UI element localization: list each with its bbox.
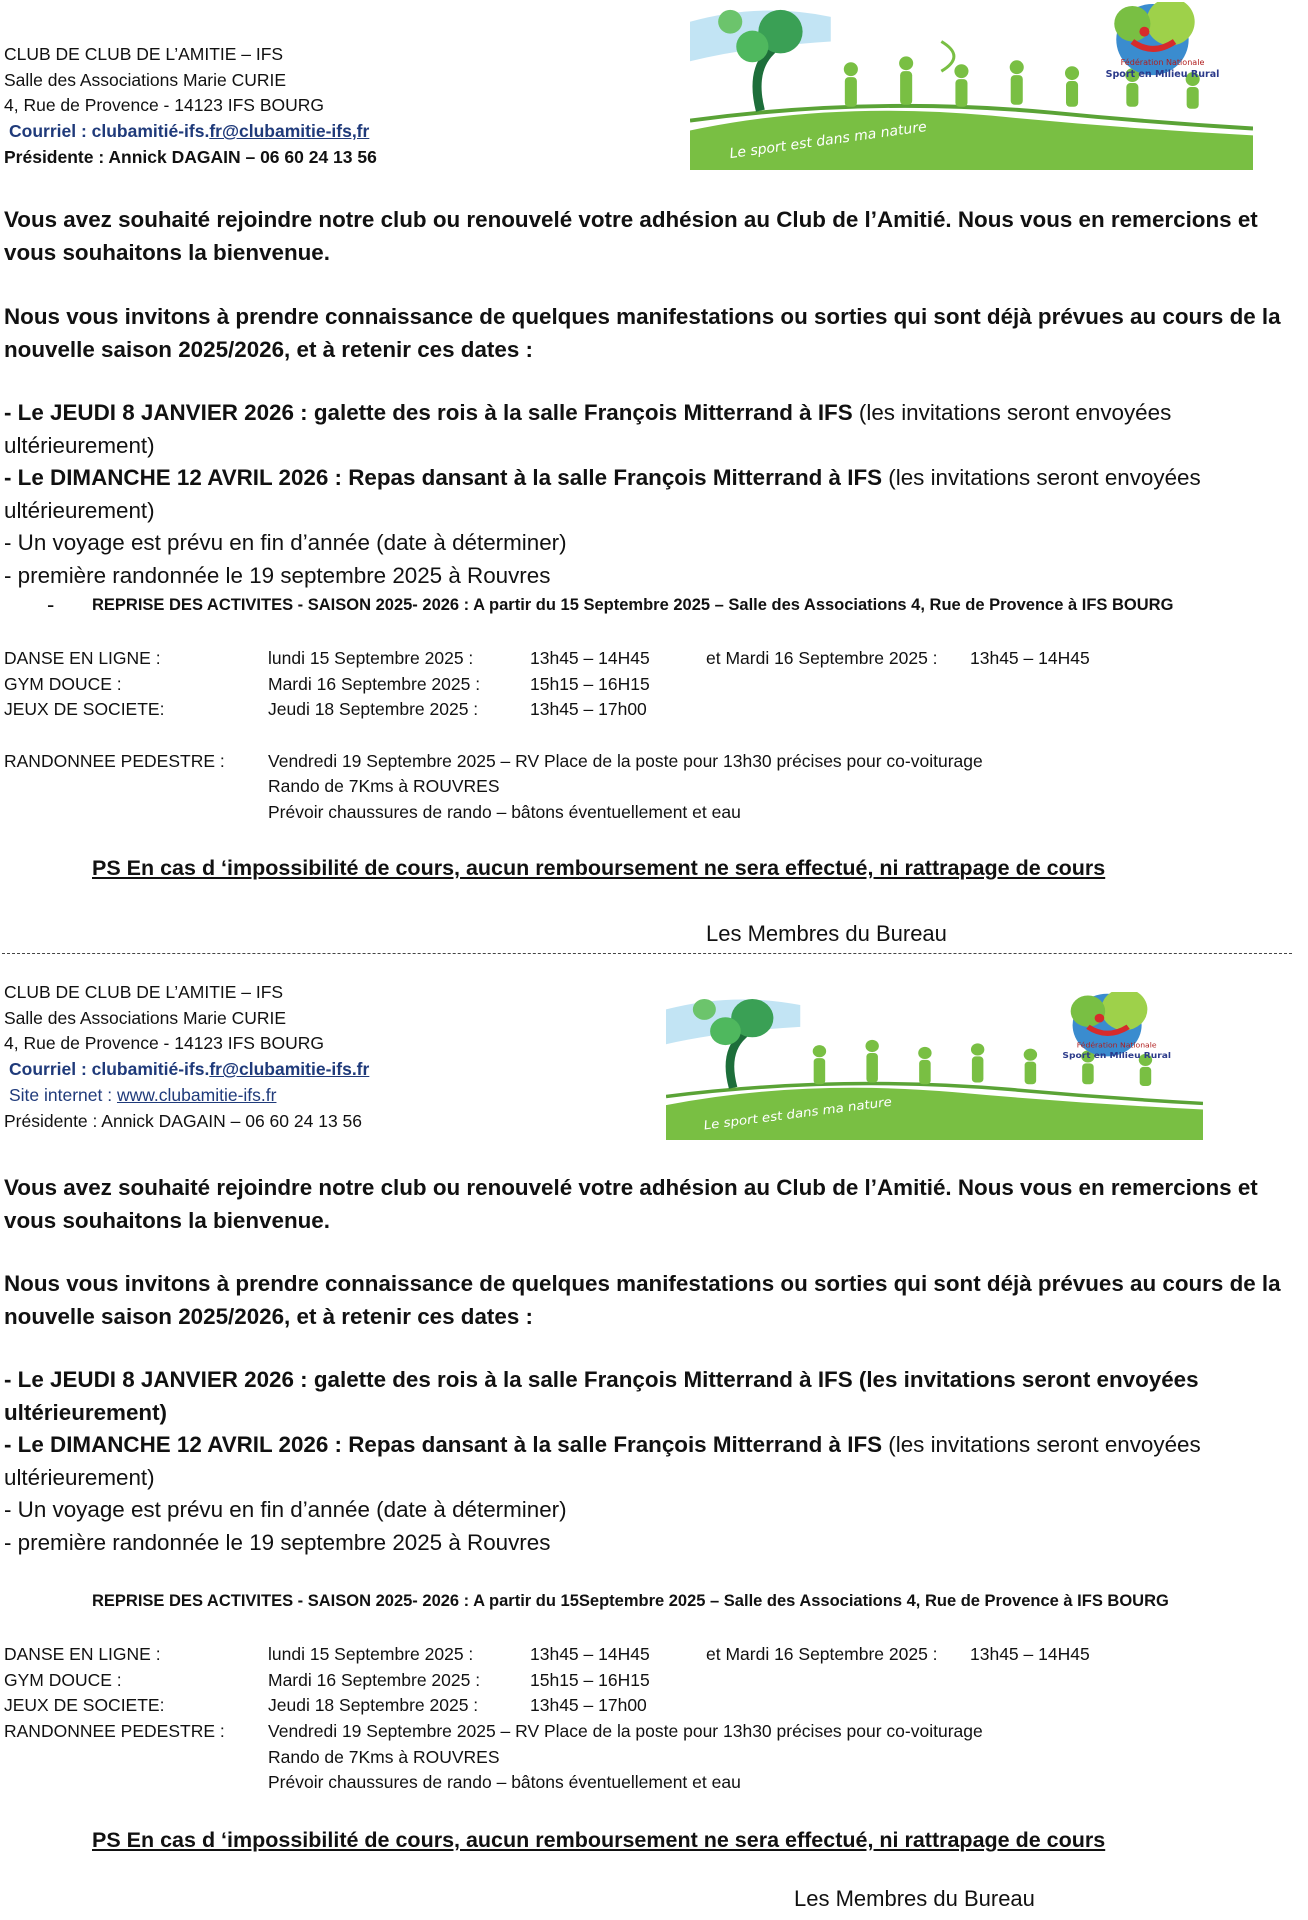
rando-line: Vendredi 19 Septembre 2025 – RV Place de la poste pour 13h30 précises pour co-voiturage: [268, 750, 983, 771]
rando-line: Prévoir chaussures de rando – bâtons éventuellement et eau: [268, 1772, 741, 1793]
activity-label: RANDONNEE PEDESTRE :: [4, 750, 225, 771]
event-repas-note: (les invitations seront envoyées ultérieurement): [4, 465, 1201, 523]
activity-day-2: et Mardi 16 Septembre 2025 :: [706, 1644, 938, 1664]
events-list: [4, 397, 1294, 592]
event-galette: [4, 1364, 1294, 1429]
activity-time: 13h45 – 17h00: [530, 1695, 647, 1716]
event-voyage: - Un voyage est prévu en fin d’année (date à déterminer): [4, 1497, 567, 1522]
welcome-paragraph: Vous avez souhaité rejoindre notre club ou renouvelé votre adhésion au Club de l’Amitié. Nous vous en remercions et vous souhaitons la bienvenue.: [4, 207, 1258, 265]
signature: Les Membres du Bureau: [706, 921, 947, 946]
activity-time: 15h15 – 16H15: [530, 1669, 650, 1690]
invite-paragraph: Nous vous invitons à prendre connaissance de quelques manifestations ou sorties qui sont déjà prévues au cours de la nouvelle saison 2025/2026, et à retenir ces dates :: [4, 1271, 1281, 1329]
event-repas-note: (les invitations seront envoyées ultérieurement): [4, 1432, 1201, 1490]
event-voyage: - Un voyage est prévu en fin d’année (date à déterminer): [4, 530, 567, 555]
event-galette-title: - Le JEUDI 8 JANVIER 2026 : galette des rois à la salle François Mitterrand à IFS (les invitations seront envoyées ultérieurement): [4, 1367, 1199, 1425]
club-header: [4, 980, 369, 1134]
activity-day: lundi 15 Septembre 2025 :: [268, 1644, 474, 1664]
logo-slogan: Le sport est dans ma nature: [728, 119, 928, 163]
signature: Les Membres du Bureau: [794, 1886, 1035, 1911]
club-name: CLUB DE CLUB DE L’AMITIE – IFS: [4, 982, 284, 1002]
club-address: 4, Rue de Provence - 14123 IFS BOURG: [4, 95, 325, 116]
logo-org-line2: Sport en Milieu Rural: [1105, 69, 1220, 81]
event-repas-title: - Le DIMANCHE 12 AVRIL 2026 : Repas dansant à la salle François Mitterrand à IFS: [4, 465, 883, 490]
presidente: Présidente : Annick DAGAIN – 06 60 24 13 56: [4, 146, 377, 167]
event-galette-title: - Le JEUDI 8 JANVIER 2026 : galette des rois à la salle François Mitterrand à IFS: [4, 400, 853, 425]
logo-org-line2: Sport en Milieu Rural: [1062, 1051, 1171, 1062]
event-randonnee: - première randonnée le 19 septembre 2025 à Rouvres: [4, 562, 551, 588]
club-header: [4, 42, 377, 171]
event-randonnee: - première randonnée le 19 septembre 2025 à Rouvres: [4, 1529, 551, 1555]
welcome-paragraph: Vous avez souhaité rejoindre notre club ou renouvelé votre adhésion au Club de l’Amitié. Nous vous en remercions et vous souhaitons la bienvenue.: [4, 1175, 1258, 1233]
activity-time: 13h45 – 17h00: [530, 699, 647, 720]
invite-paragraph: Nous vous invitons à prendre connaissance de quelques manifestations ou sorties qui sont déjà prévues au cours de la nouvelle saison 2025/2026, et à retenir ces dates :: [4, 304, 1281, 362]
courriel-line: [4, 119, 377, 145]
activity-time: 15h15 – 16H15: [530, 673, 650, 694]
cut-separator: [2, 953, 1292, 954]
activity-label: GYM DOUCE :: [4, 673, 122, 694]
rando-line: Vendredi 19 Septembre 2025 – RV Place de la poste pour 13h30 précises pour co-voiturage: [268, 1721, 983, 1742]
activity-label: RANDONNEE PEDESTRE :: [4, 1721, 225, 1742]
activity-time-2: 13h45 – 14H45: [970, 1644, 1090, 1664]
activity-day: Mardi 16 Septembre 2025 :: [268, 1669, 481, 1690]
club-salle: Salle des Associations Marie CURIE: [4, 1007, 287, 1028]
activity-label: JEUX DE SOCIETE:: [4, 1695, 165, 1716]
club-address: 4, Rue de Provence - 14123 IFS BOURG: [4, 1033, 325, 1054]
rando-line: Rando de 7Kms à ROUVRES: [268, 776, 500, 797]
rando-line: Rando de 7Kms à ROUVRES: [268, 1746, 500, 1767]
rando-line: Prévoir chaussures de rando – bâtons éventuellement et eau: [268, 802, 741, 823]
event-repas: [4, 1429, 1294, 1494]
event-galette: [4, 397, 1294, 462]
site-label: Site internet :: [9, 1084, 117, 1105]
event-repas-title: - Le DIMANCHE 12 AVRIL 2026 : Repas dansant à la salle François Mitterrand à IFS: [4, 1432, 883, 1457]
logo-slogan: Le sport est dans ma nature: [702, 1095, 893, 1134]
reprise-dash: -: [47, 592, 55, 617]
courriel-label: Courriel : clubamitié-ifs.: [9, 121, 210, 142]
activity-time-2: 13h45 – 14H45: [970, 648, 1090, 668]
activity-day: Jeudi 18 Septembre 2025 :: [268, 1695, 479, 1716]
activity-label: DANSE EN LIGNE :: [4, 648, 161, 668]
courriel-line: [4, 1057, 369, 1083]
activity-label: DANSE EN LIGNE :: [4, 1644, 161, 1664]
ps-notice: PS En cas d ‘impossibilité de cours, aucun remboursement ne sera effectué, ni rattrapage de cours: [92, 1828, 1106, 1852]
courriel-link[interactable]: fr@clubamitie-ifs.fr: [209, 1059, 370, 1080]
activity-day: Mardi 16 Septembre 2025 :: [268, 673, 481, 694]
club-salle: Salle des Associations Marie CURIE: [4, 69, 287, 90]
site-link[interactable]: www.clubamitie-ifs.fr: [116, 1084, 277, 1105]
activity-label: JEUX DE SOCIETE:: [4, 699, 165, 720]
reprise-text: REPRISE DES ACTIVITES - SAISON 2025- 2026 : A partir du 15 Septembre 2025 – Salle des Associations 4, Rue de Provence à IFS BOURG: [92, 596, 1174, 614]
events-list: [4, 1364, 1294, 1559]
event-galette-note: (les invitations seront envoyées ultérieurement): [4, 400, 1172, 458]
activity-day-2: et Mardi 16 Septembre 2025 :: [706, 648, 938, 668]
courriel-label: Courriel : clubamitié-ifs.: [9, 1059, 210, 1080]
logo-org-line1: Fédération Nationale: [1120, 58, 1205, 68]
club-name: CLUB DE CLUB DE L’AMITIE – IFS: [4, 44, 284, 64]
courriel-link[interactable]: fr@clubamitie-ifs,fr: [209, 121, 370, 142]
sport-milieu-rural-logo: [690, 2, 1253, 170]
activity-day: Jeudi 18 Septembre 2025 :: [268, 699, 479, 720]
site-line: [4, 1083, 369, 1109]
activity-label: GYM DOUCE :: [4, 1669, 122, 1690]
presidente: Présidente : Annick DAGAIN – 06 60 24 13 56: [4, 1110, 362, 1131]
activity-time: 13h45 – 14H45: [530, 1644, 650, 1664]
activity-time: 13h45 – 14H45: [530, 648, 650, 668]
logo-org-line1: Fédération Nationale: [1076, 1041, 1157, 1050]
reprise-text: REPRISE DES ACTIVITES - SAISON 2025- 2026 : A partir du 15Septembre 2025 – Salle des Associations 4, Rue de Provence à IFS BOURG: [92, 1592, 1169, 1610]
activity-day: lundi 15 Septembre 2025 :: [268, 648, 474, 668]
event-repas: [4, 462, 1294, 527]
ps-notice: PS En cas d ‘impossibilité de cours, aucun remboursement ne sera effectué, ni rattrapage de cours: [92, 856, 1106, 880]
sport-milieu-rural-logo: [666, 992, 1203, 1140]
